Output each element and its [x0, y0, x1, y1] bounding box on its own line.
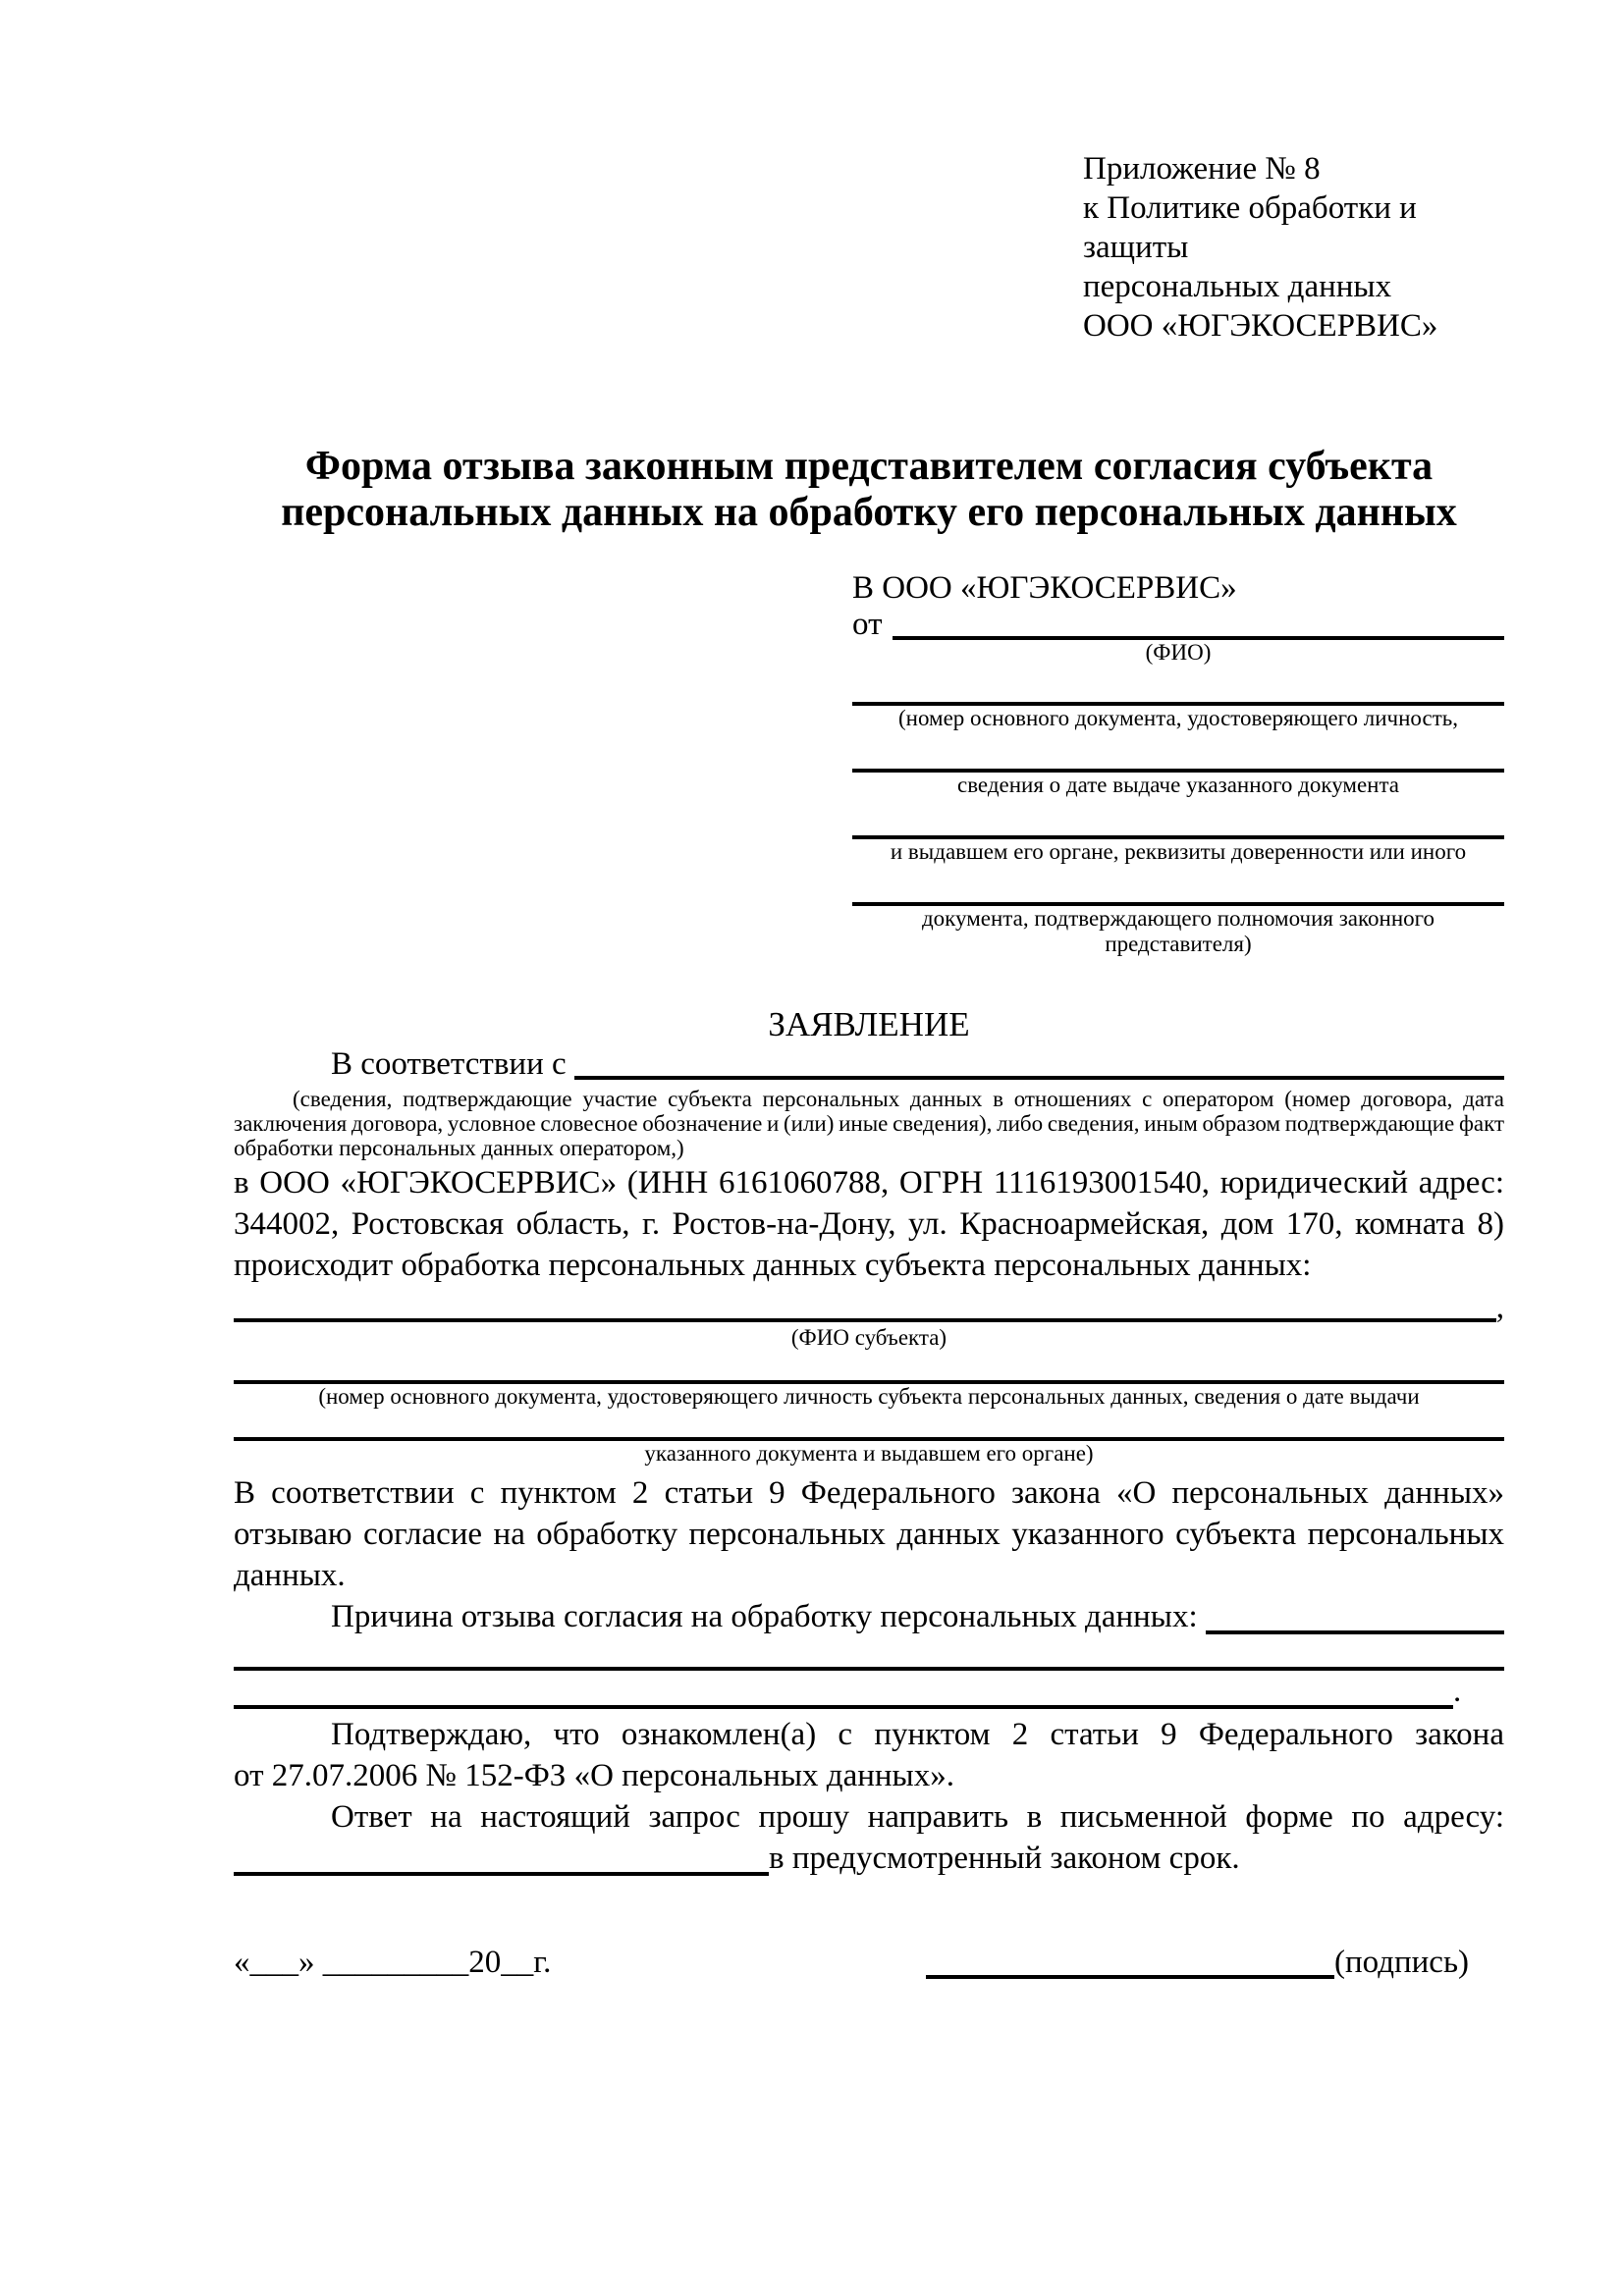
reason-continuation-blank-line — [234, 1705, 1453, 1709]
withdrawal-paragraph-line: отзываю согласие на обработку персональных данных указанного субъекта персональных — [234, 1517, 1504, 1552]
subject-doc-caption: указанного документа и выдавшем его органе) — [644, 1441, 1094, 1466]
reason-label: Причина отзыва согласия на обработку персональных данных: — [331, 1599, 1198, 1634]
confirmation-paragraph-line: от 27.07.2006 № 152-ФЗ «О персональных данных». — [234, 1758, 954, 1793]
from-label: от — [852, 607, 883, 642]
intro-prefix: В соответствии с — [331, 1046, 567, 1082]
reason-field — [234, 1596, 1504, 1637]
date-field: «___» _________20__г. — [234, 1945, 552, 1980]
trailing-period: . — [1453, 1674, 1462, 1709]
signature-blank-line — [926, 1975, 1334, 1979]
trailing-comma: , — [1495, 1290, 1504, 1325]
subject-doc-caption: (номер основного документа, удостоверяющего личность субъекта персональных данных, сведения о дате выдачи — [318, 1384, 1420, 1409]
withdrawal-paragraph — [234, 1472, 1504, 1596]
withdrawal-paragraph-line: данных. — [234, 1558, 346, 1593]
subject-fio-blank-line — [234, 1318, 1496, 1322]
reply-address-blank-line — [234, 1872, 769, 1876]
confirmation-paragraph-line: Подтверждаю, что ознакомлен(а) с пунктом 2 статьи 9 Федерального закона — [331, 1717, 1504, 1752]
addressee-organization: В ООО «ЮГЭКОСЕРВИС» — [852, 570, 1237, 606]
representative-doc-caption: и выдавшем его органе, реквизиты доверенности или иного — [890, 839, 1467, 864]
explanatory-note-line: (сведения, подтверждающие участие субъекта персональных данных в отношениях с оператором (номер договора, дата — [293, 1087, 1504, 1111]
signature-block — [234, 1942, 1504, 1983]
explanatory-note — [234, 1087, 1504, 1160]
appendix-note-line: ООО «ЮГЭКОСЕРВИС» — [1083, 308, 1438, 344]
representative-doc-caption: сведения о дате выдаче указанного документа — [956, 773, 1400, 797]
document-title-line: персональных данных на обработку его персональных данных — [281, 490, 1457, 535]
intro-line — [234, 1045, 1504, 1083]
reason-continuation-field — [234, 1671, 1504, 1712]
signature-caption: (подпись) — [1334, 1945, 1469, 1980]
document-title — [234, 444, 1504, 536]
operator-paragraph-line: происходит обработка персональных данных субъекта персональных данных: — [234, 1248, 1312, 1283]
statement-heading: ЗАЯВЛЕНИЕ — [768, 1005, 970, 1043]
intro-blank-line — [574, 1076, 1504, 1080]
representative-doc-caption: документа, подтверждающего полномочия законного представителя) — [921, 906, 1435, 956]
subject-fio-field — [234, 1290, 1504, 1325]
fio-caption: (ФИО) — [1145, 640, 1212, 665]
appendix-note-line: к Политике обработки и защиты — [1083, 190, 1417, 265]
reply-address-field — [234, 1838, 1504, 1879]
reason-blank-line — [1206, 1630, 1504, 1634]
addressee-block — [852, 569, 1504, 957]
operator-paragraph-line: 344002, Ростовская область, г. Ростов-на-Дону, ул. Красноармейская, дом 170, комната 8) — [234, 1206, 1504, 1242]
appendix-note-line: персональных данных — [1083, 269, 1392, 304]
reply-request-line: Ответ на настоящий запрос прошу направить в письменной форме по адресу: — [331, 1799, 1504, 1835]
withdrawal-paragraph-line: В соответствии с пунктом 2 статьи 9 Федерального закона «О персональных данных» — [234, 1475, 1504, 1511]
subject-fio-caption: (ФИО субъекта) — [790, 1325, 947, 1350]
explanatory-note-line: заключения договора, условное словесное обозначение и (или) иные сведения), либо сведения, иным образом подтверждающие факт — [234, 1111, 1504, 1136]
signature-field — [926, 1942, 1469, 1983]
confirmation-paragraph — [234, 1714, 1504, 1796]
appendix-note-line: Приложение № 8 — [1083, 151, 1321, 187]
appendix-note — [1083, 149, 1504, 346]
from-field — [852, 609, 1504, 640]
explanatory-note-line: обработки персональных данных оператором,) — [234, 1136, 684, 1160]
reply-tail: в предусмотренный законом срок. — [769, 1841, 1240, 1876]
representative-doc-caption: (номер основного документа, удостоверяющего личность, — [897, 706, 1458, 730]
document-title-line: Форма отзыва законным представителем согласия субъекта — [304, 444, 1434, 489]
operator-paragraph — [234, 1162, 1504, 1286]
operator-paragraph-line: в ООО «ЮГЭКОСЕРВИС» (ИНН 6161060788, ОГРН 1116193001540, юридический адрес: — [234, 1165, 1504, 1201]
